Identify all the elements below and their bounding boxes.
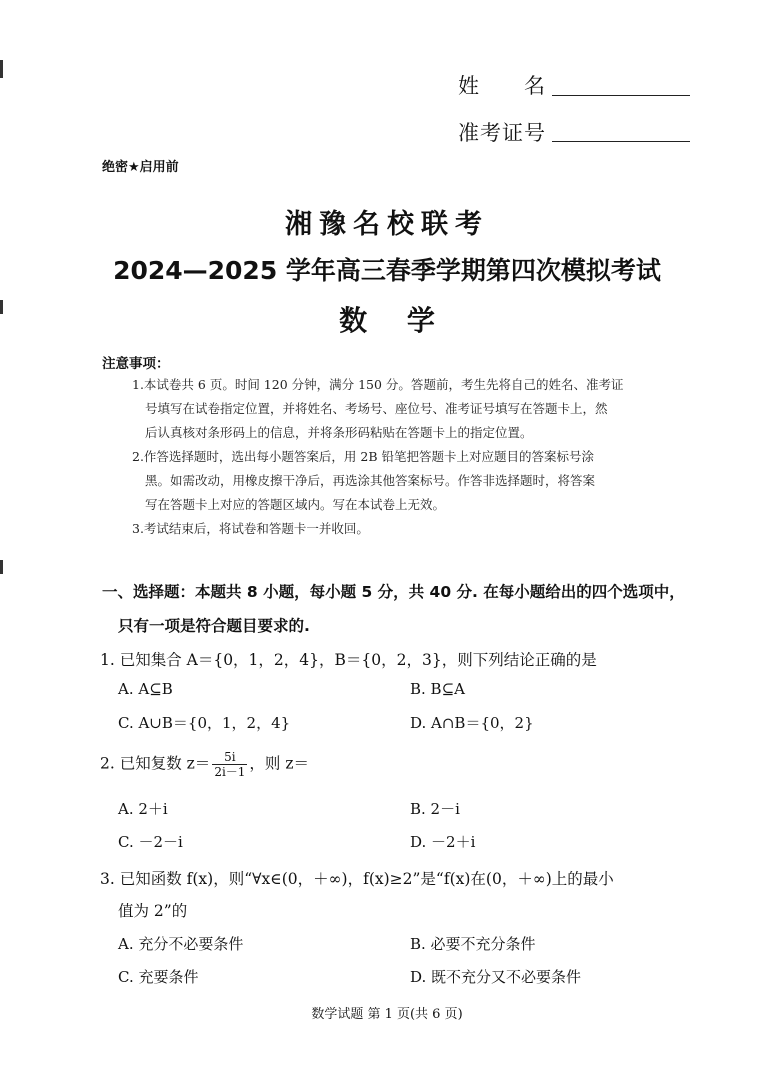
confidential-label: 绝密★启用前	[102, 160, 179, 175]
notes-heading: 注意事项：	[102, 356, 170, 372]
exam-union-title: 湘豫名校联考	[285, 209, 489, 240]
question-2-option-c: C. －2－i	[118, 833, 183, 851]
exam-session-title: 2024—2025 学年高三春季学期第四次模拟考试	[113, 256, 661, 285]
note-line: 3.考试结束后，将试卷和答题卡一并收回。	[132, 521, 369, 536]
question-3-option-d: D. 既不充分又不必要条件	[410, 968, 582, 986]
subject-title: 数 学	[339, 304, 435, 337]
question-1-option-d: D. A∩B＝{0，2}	[410, 714, 534, 732]
question-2-option-b: B. 2－i	[410, 800, 460, 818]
note-line: 2.作答选择题时，选出每小题答案后，用 2B 铅笔把答题卡上对应题目的答案标号涂	[132, 449, 595, 464]
question-2-stem-suffix: ，则 z＝	[249, 754, 310, 773]
question-3-option-c: C. 充要条件	[118, 968, 199, 986]
note-line: 后认真核对条形码上的信息，并将条形码粘贴在答题卡上的指定位置。	[145, 425, 533, 440]
name-field-line[interactable]	[552, 95, 690, 96]
note-line: 1.本试卷共 6 页。时间 120 分钟，满分 150 分。答题前，考生先将自己的姓名、准考证	[132, 377, 624, 392]
note-line: 写在答题卡上对应的答题区域内。写在本试卷上无效。	[145, 497, 446, 512]
binding-edge-mark	[0, 60, 3, 78]
exam-id-field-label: 准考证号	[458, 121, 546, 145]
name-field-label: 姓 名	[458, 74, 546, 98]
fraction-denominator: 2i－1	[214, 765, 246, 779]
question-2-stem-prefix: 2. 已知复数 z＝	[100, 754, 211, 773]
section-heading: 一、选择题：本题共 8 小题，每小题 5 分，共 40 分. 在每小题给出的四个选项中，	[102, 583, 685, 601]
question-2-fraction	[212, 750, 247, 779]
question-1-stem: 1. 已知集合 A＝{0，1，2，4}，B＝{0，2，3}，则下列结论正确的是	[100, 651, 597, 669]
question-3-stem-cont: 值为 2”的	[118, 902, 188, 920]
question-1-option-c: C. A∪B＝{0，1，2，4}	[118, 714, 291, 732]
question-3-stem: 3. 已知函数 f(x)，则“∀x∈(0，＋∞)，f(x)≥2”是“f(x)在(0，＋∞)上的最小	[100, 870, 614, 888]
question-3-option-a: A. 充分不必要条件	[118, 935, 244, 953]
question-2-stem	[100, 750, 309, 779]
note-line: 号填写在试卷指定位置，并将姓名、考场号、座位号、准考证号填写在答题卡上，然	[145, 401, 608, 416]
exam-id-field-line[interactable]	[552, 141, 690, 142]
binding-edge-mark	[0, 560, 3, 574]
page-footer: 数学试题 第 1 页(共 6 页)	[311, 1007, 463, 1022]
fraction-numerator: 5i	[212, 750, 247, 765]
question-1-option-b: B. B⊆A	[410, 680, 465, 698]
question-2-option-d: D. －2＋i	[410, 833, 476, 851]
section-heading-cont: 只有一项是符合题目要求的.	[118, 617, 310, 635]
question-2-option-a: A. 2＋i	[118, 800, 168, 818]
question-1-option-a: A. A⊆B	[118, 680, 173, 698]
question-3-option-b: B. 必要不充分条件	[410, 935, 536, 953]
note-line: 黑。如需改动，用橡皮擦干净后，再选涂其他答案标号。作答非选择题时，将答案	[145, 473, 596, 488]
